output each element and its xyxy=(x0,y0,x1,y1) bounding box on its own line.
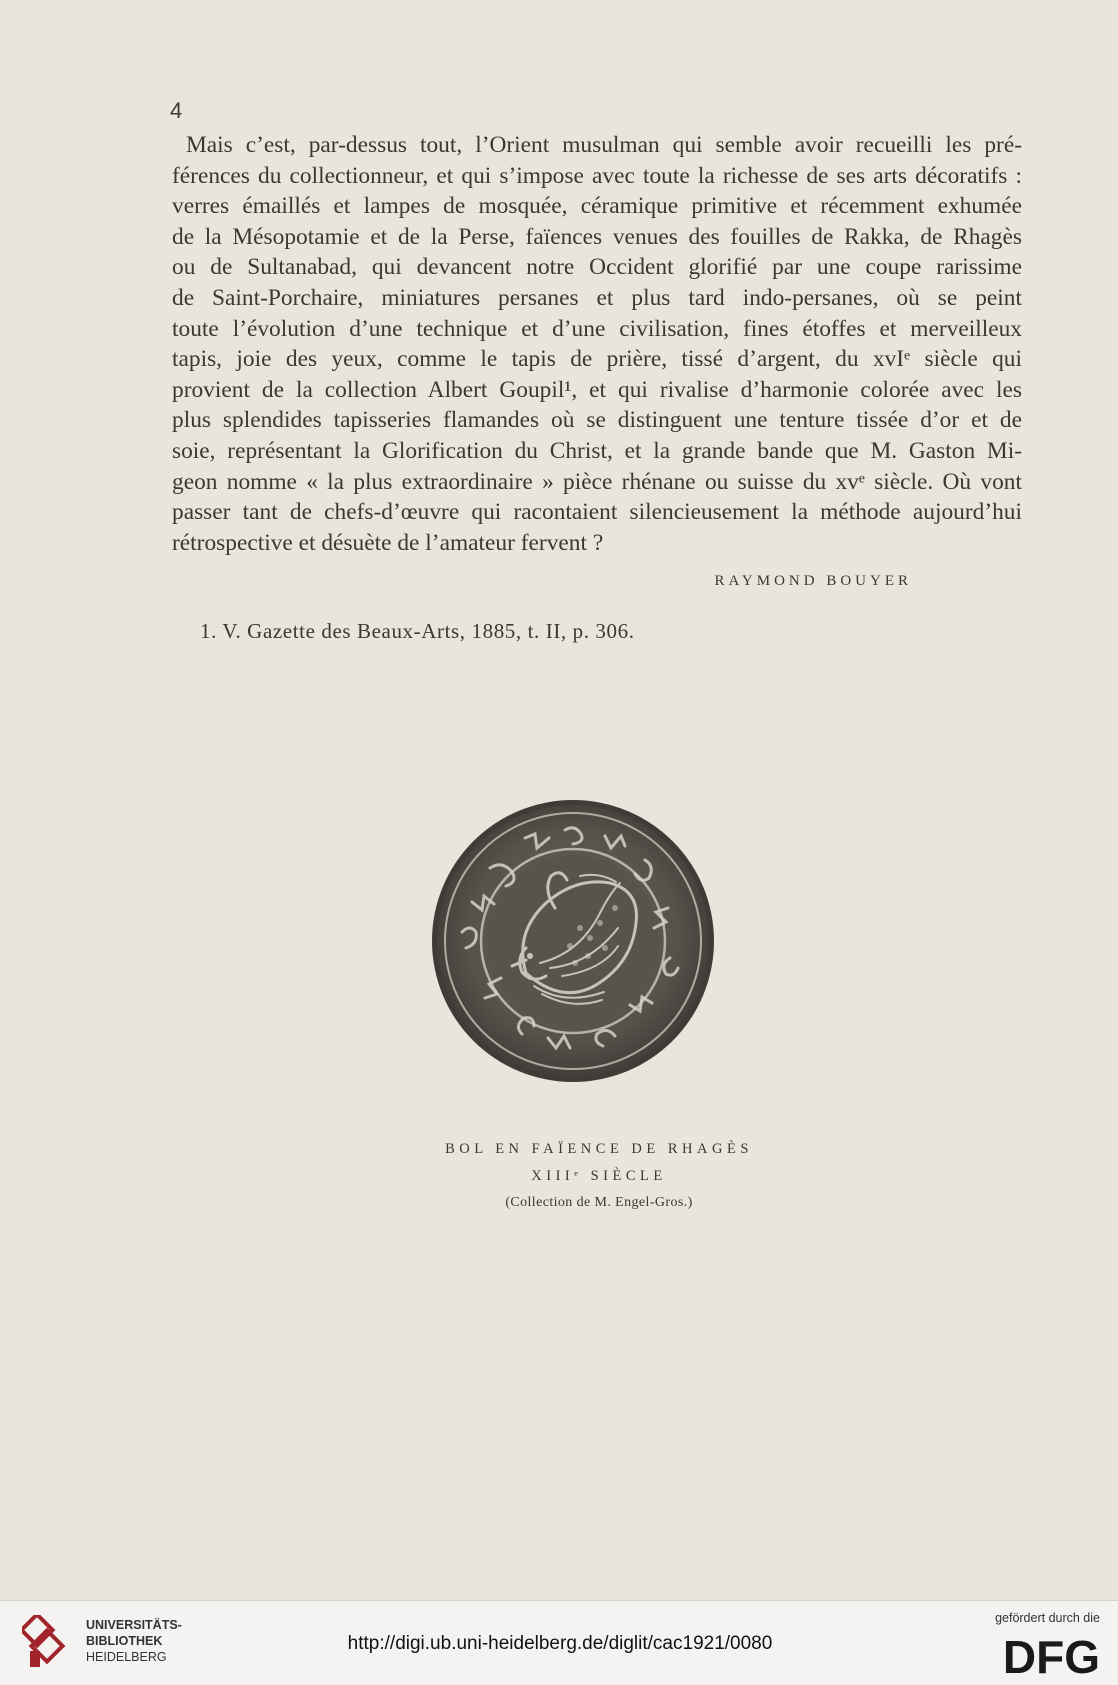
author-signature: RAYMOND BOUYER xyxy=(714,573,912,589)
text-line: férences du collectionneur, et qui s’impose avec toute la richesse de ses arts décoratifs : xyxy=(172,162,1022,189)
text-line: de la Mésopotamie et de la Perse, faïences venues des fouilles de Rakka, de Rhagès xyxy=(172,223,1022,250)
dfg-logo-icon[interactable] xyxy=(982,1633,1100,1677)
library-line: UNIVERSITÄTS- xyxy=(86,1618,182,1632)
library-line: HEIDELBERG xyxy=(86,1650,167,1664)
bowl-illustration-icon xyxy=(430,798,716,1084)
text-line: tapis, joie des yeux, comme le tapis de prière, tissé d’argent, du xvIᵉ siècle qui xyxy=(172,346,1022,373)
figure-caption-title: BOL EN FAÏENCE DE RHAGÈS xyxy=(445,1141,753,1157)
body-text xyxy=(172,130,1022,558)
university-library-logo-icon[interactable] xyxy=(22,1615,76,1671)
text-line: geon nomme « la plus extraordinaire » pièce rhénane ou suisse du xvᵉ siècle. Où vont xyxy=(172,468,1022,495)
text-line: ou de Sultanabad, qui devancent notre Occident glorifié par une coupe rarissime xyxy=(172,254,1022,281)
text-line: de Saint-Porchaire, miniatures persanes et plus tard indo-persanes, où se peint xyxy=(172,284,1022,311)
text-line: passer tant de chefs-d’œuvre qui racontaient silencieusement la méthode aujourd’hui xyxy=(172,499,1022,526)
text-line: rétrospective et désuète de l’amateur fervent ? xyxy=(172,529,604,556)
text-line: toute l’évolution d’une technique et d’une civilisation, fines étoffes et merveilleux xyxy=(172,315,1022,342)
library-line: BIBLIOTHEK xyxy=(86,1634,163,1648)
footnote: 1. V. Gazette des Beaux-Arts, 1885, t. II, p. 306. xyxy=(200,619,635,643)
text-line: plus splendides tapisseries flamandes où se distinguent une tenture tissée d’or et de xyxy=(172,407,1022,434)
text-line: provient de la collection Albert Goupil¹, et qui rivalise d’harmonie colorée avec les xyxy=(172,376,1022,403)
figure-caption-date: XIIIᵉ SIÈCLE xyxy=(531,1168,667,1184)
text-line: verres émaillés et lampes de mosquée, céramique primitive et récemment exhumée xyxy=(172,193,1022,220)
text-line: soie, représentant la Glorification du Christ, et la grande bande que M. Gaston Mi- xyxy=(172,437,1022,464)
footer-bar xyxy=(0,1600,1118,1685)
funded-by-label: gefördert durch die xyxy=(995,1611,1100,1625)
university-library-name xyxy=(86,1617,182,1665)
page-number: 4 xyxy=(170,98,183,123)
figure-caption-credit: (Collection de M. Engel-Gros.) xyxy=(505,1195,693,1210)
dfg-logo-text: DFG xyxy=(1002,1633,1100,1677)
text-line: Mais c’est, par-dessus tout, l’Orient musulman qui semble avoir recueilli les pré- xyxy=(186,132,1022,158)
document-url-link[interactable]: http://digi.ub.uni-heidelberg.de/diglit/cac1921/0080 xyxy=(347,1633,773,1654)
